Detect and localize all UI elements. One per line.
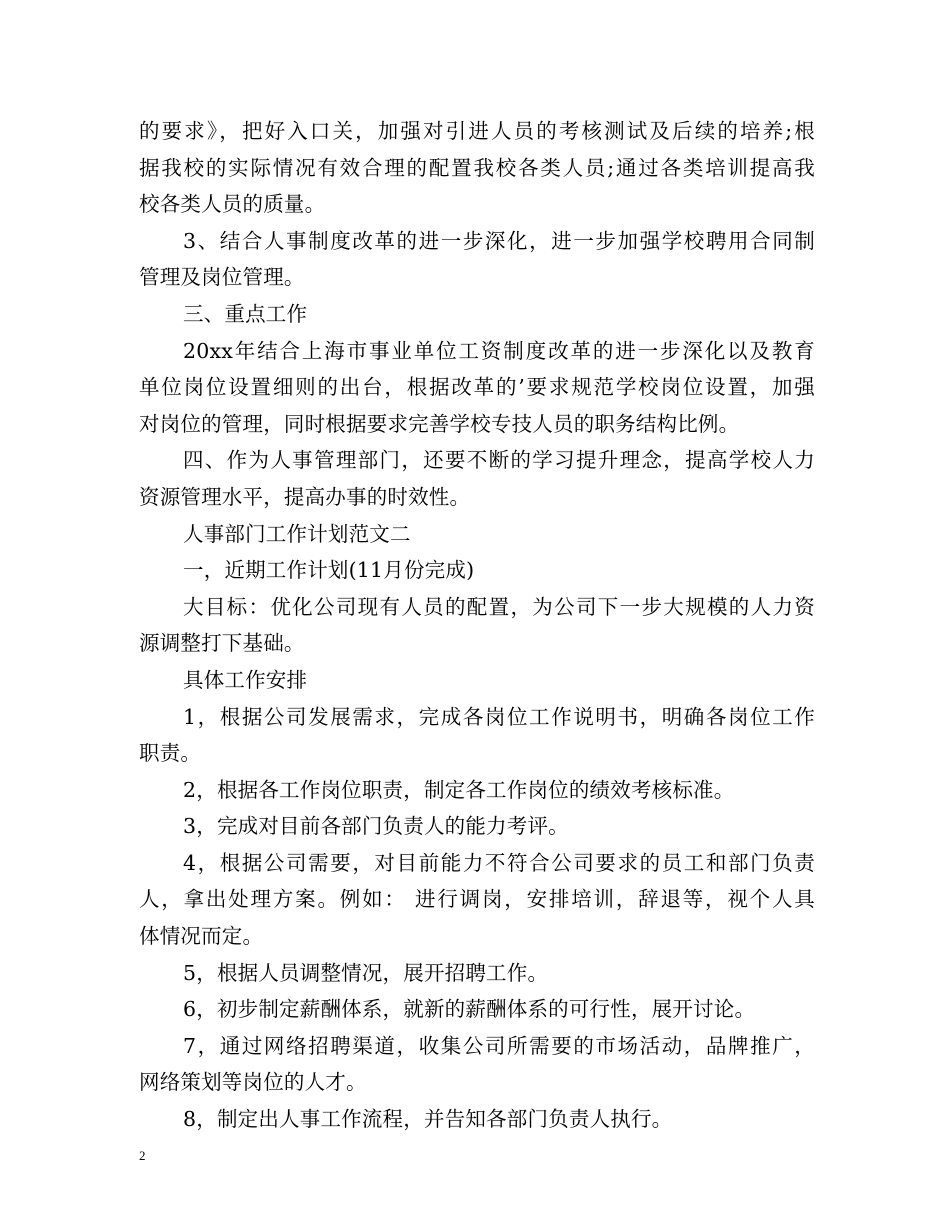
text-line: 3、结合人事制度改革的进一步深化，进一步加强学校聘用合同制 (183, 228, 815, 253)
text-line: 源调整打下基础。 (139, 631, 305, 656)
text-line: 单位岗位设置细则的出台，根据改革的’要求规范学校岗位设置，加强 (139, 375, 815, 400)
text-line: 四、作为人事管理部门，还要不断的学习提升理念，提高学校人力 (183, 448, 815, 473)
text-line: 校各类人员的质量。 (139, 192, 326, 217)
text-line: 3，完成对目前各部门负责人的能力考评。 (183, 814, 569, 839)
text-line: 网络策划等岗位的人才。 (139, 1070, 367, 1095)
text-line: 4，根据公司需要，对目前能力不符合公司要求的员工和部门负责 (183, 850, 815, 875)
text-line: 8，制定出人事工作流程，并告知各部门负责人执行。 (183, 1107, 673, 1132)
text-line: 7，通过网络招聘渠道，收集公司所需要的市场活动，品牌推广， (183, 1033, 815, 1058)
text-line: 对岗位的管理，同时根据要求完善学校专技人员的职务结构比例。 (139, 411, 740, 436)
text-line: 体情况而定。 (139, 924, 264, 949)
text-line: 5，根据人员调整情况，展开招聘工作。 (183, 960, 549, 985)
section-heading: 人事部门工作计划范文二 (183, 521, 411, 546)
text-line: 6，初步制定薪酬体系，就新的薪酬体系的可行性，展开讨论。 (183, 997, 756, 1022)
document-body (139, 113, 815, 1138)
page-number: 2 (139, 1148, 146, 1163)
text-line: 职责。 (139, 741, 202, 766)
section-heading: 三、重点工作 (183, 301, 308, 326)
text-line: 一，近期工作计划(11月份完成) (183, 558, 475, 583)
text-line: 的要求》，把好入口关，加强对引进人员的考核测试及后续的培养;根 (139, 119, 815, 143)
text-line: 20xx年结合上海市事业单位工资制度改革的进一步深化以及教育 (183, 338, 815, 363)
text-line: 2，根据各工作岗位职责，制定各工作岗位的绩效考核标准。 (183, 777, 735, 802)
text-line: 据我校的实际情况有效合理的配置我校各类人员;通过各类培训提高我 (139, 155, 815, 180)
text-line: 具体工作安排 (183, 667, 308, 692)
text-line: 大目标：优化公司现有人员的配置，为公司下一步大规模的人力资 (183, 594, 815, 619)
text-line: 资源管理水平，提高办事的时效性。 (139, 484, 471, 509)
text-line: 人，拿出处理方案。例如： 进行调岗，安排培训，辞退等，视个人具 (139, 887, 815, 912)
text-line: 管理及岗位管理。 (139, 265, 305, 290)
text-line: 1，根据公司发展需求，完成各岗位工作说明书，明确各岗位工作 (183, 704, 815, 729)
